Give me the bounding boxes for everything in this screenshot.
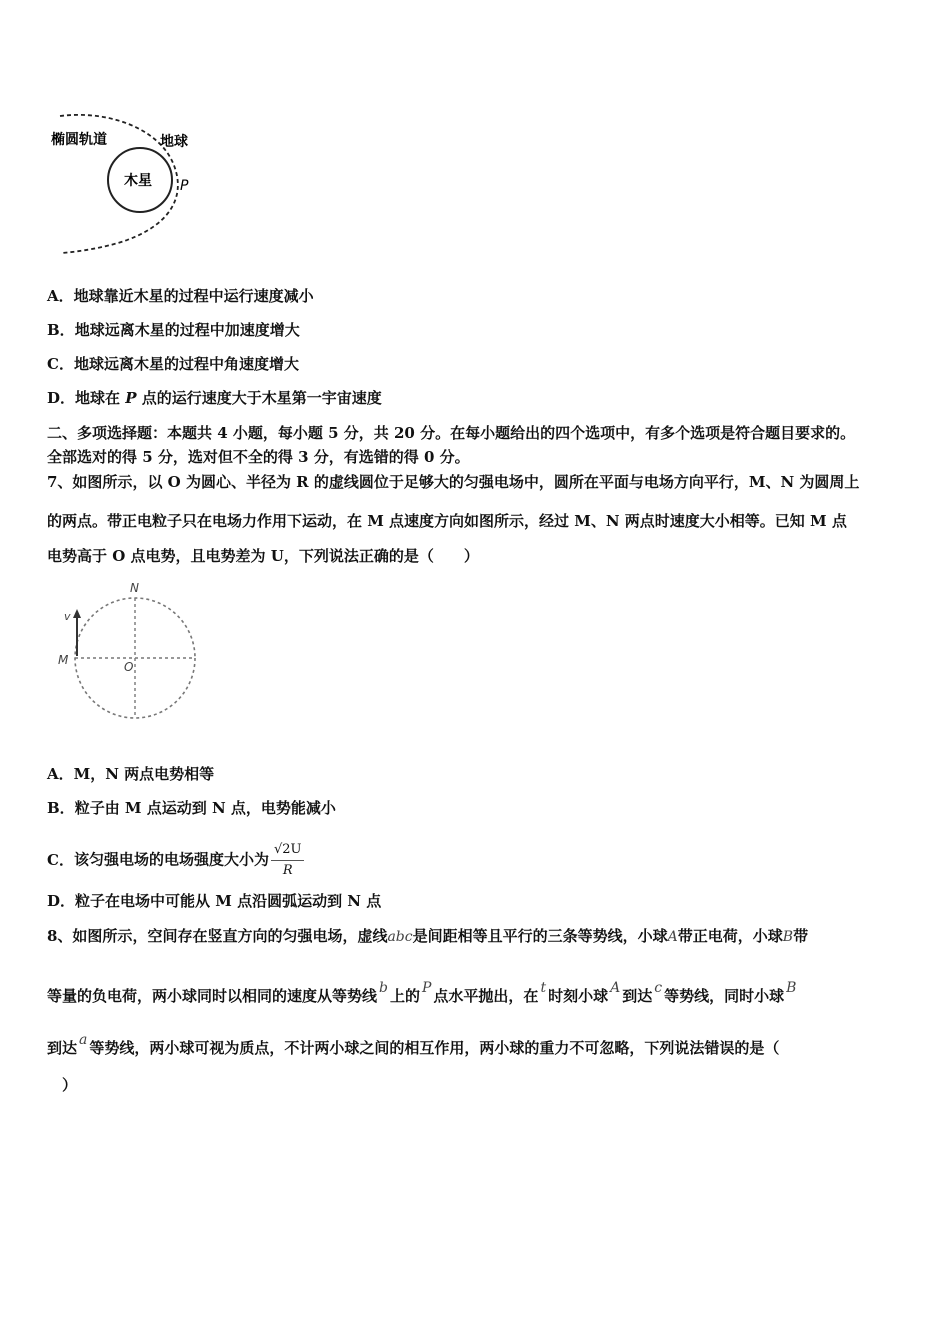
- jupiter-label: 木星: [124, 173, 152, 189]
- field-strength-fraction: $\frac{√2U}{R}$: [271, 840, 305, 881]
- orbit-figure: [48, 108, 208, 258]
- q8-stem-line4: ）: [62, 1076, 78, 1094]
- q7-stem-line3: 电势高于 O 点电势，且电势差为 U，下列说法正确的是（ ）: [47, 547, 479, 565]
- q7-stem-line1: 7、如图所示，以 O 为圆心、半径为 R 的虚线圆位于足够大的匀强电场中，圆所在平面与电场方向平行，M、N 为圆周上: [47, 473, 860, 491]
- section2-scoring: 全部选对的得 5 分，选对但不全的得 3 分，有选错的得 0 分。: [47, 448, 470, 466]
- earth-label: 地球: [160, 134, 188, 150]
- q7-option-b: B．粒子由 M 点运动到 N 点，电势能减小: [47, 799, 336, 817]
- point-n-label: N: [130, 581, 139, 595]
- q8-stem-line1: 8、如图所示，空间存在竖直方向的匀强电场，虚线abc是间距相等且平行的三条等势线，小球A带正电荷，小球B带: [47, 927, 809, 945]
- q7-stem-line2: 的两点。带正电粒子只在电场力作用下运动，在 M 点速度方向如图所示，经过 M、N 两点时速度大小相等。已知 M 点: [47, 512, 847, 530]
- velocity-v-label: v: [64, 610, 71, 623]
- section2-heading: 二、多项选择题：本题共 4 小题，每小题 5 分，共 20 分。在每小题给出的四个选项中，有多个选项是符合题目要求的。: [47, 424, 856, 442]
- q7-option-c: C．该匀强电场的电场强度大小为 $\frac{√2U}{R}$: [47, 840, 304, 881]
- orbit-label: 椭圆轨道: [51, 132, 107, 148]
- velocity-arrowhead: [73, 609, 81, 618]
- q8-stem-line2: 等量的负电荷，两小球同时以相同的速度从等势线 b 上的 P 点水平抛出，在 t 时刻小球 A 到达 c 等势线，同时小球 B: [47, 980, 797, 1005]
- point-o-label: O: [124, 660, 134, 674]
- q6-option-b: B．地球远离木星的过程中加速度增大: [47, 321, 300, 339]
- point-m-label: M: [58, 653, 69, 667]
- q6-option-c: C．地球远离木星的过程中角速度增大: [47, 355, 299, 373]
- q7-option-d: D．粒子在电场中可能从 M 点沿圆弧运动到 N 点: [47, 892, 382, 910]
- field-circle-figure: [56, 578, 206, 726]
- q6-option-d: D．地球在 P 点的运行速度大于木星第一宇宙速度: [47, 389, 382, 407]
- q8-stem-line3: 到达 a 等势线，两小球可视为质点，不计两小球之间的相互作用，两小球的重力不可忽略，下列说法错误的是（: [47, 1032, 780, 1057]
- point-p-label: P: [180, 178, 189, 194]
- q6-option-a: A．地球靠近木星的过程中运行速度减小: [47, 287, 314, 305]
- q7-option-a: A．M，N 两点电势相等: [47, 765, 215, 783]
